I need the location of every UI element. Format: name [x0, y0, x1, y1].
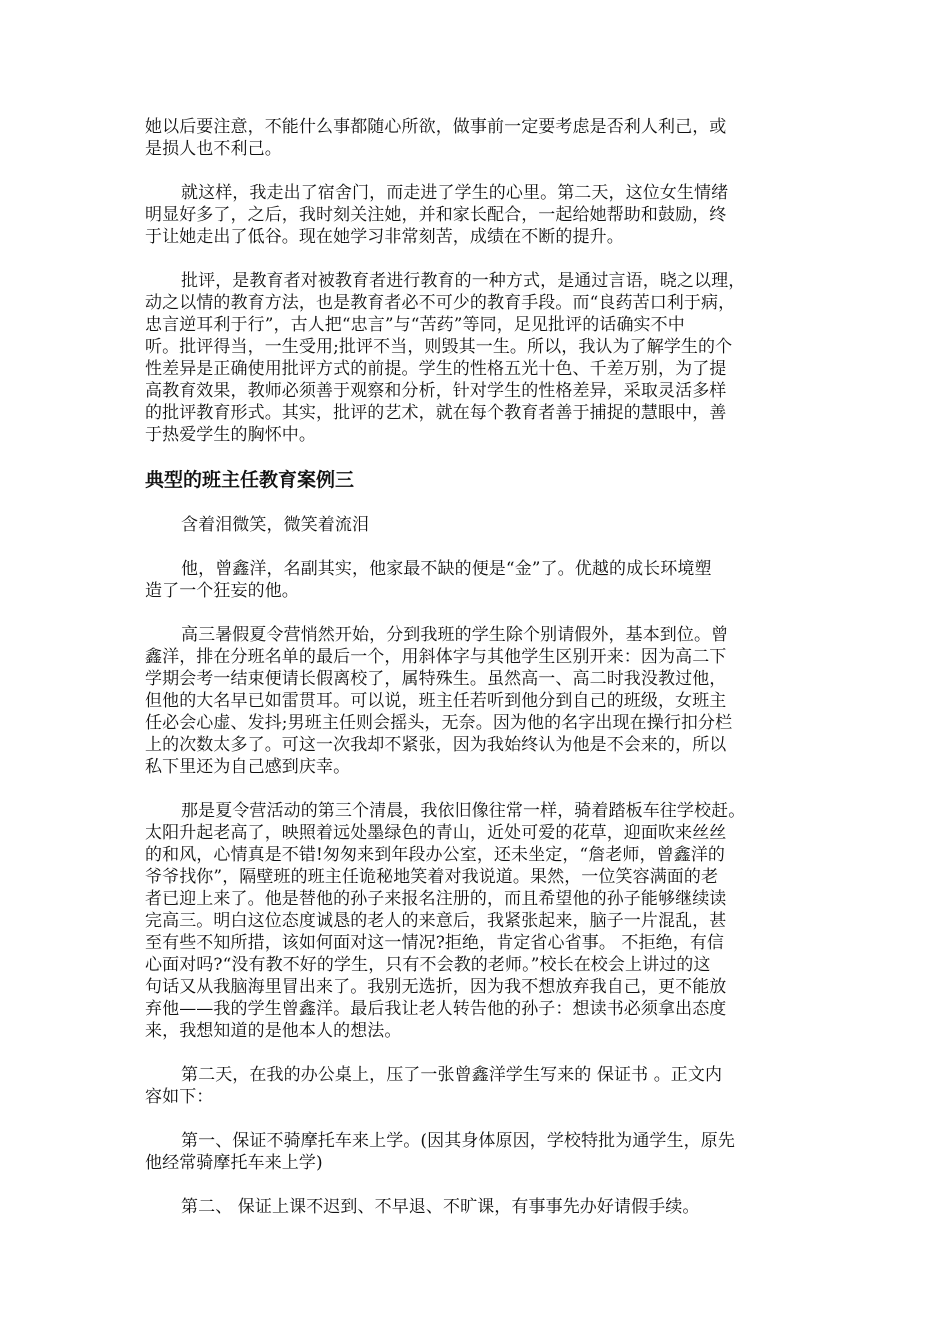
- text-line: 爷爷找你”，隔壁班的班主任诡秘地笑着对我说道。果然，一位笑容满面的老: [145, 867, 719, 887]
- text-line: 忠言逆耳利于行”，古人把“忠言”与“苦药”等同，足见批评的话确实不中: [145, 315, 685, 335]
- text-line: 含着泪微笑，微笑着流泪: [181, 515, 370, 535]
- text-line: 鑫洋，排在分班名单的最后一个，用斜体字与其他学生区别开来：因为高二下: [145, 647, 727, 667]
- text-line: 那是夏令营活动的第三个清晨，我依旧像往常一样，骑着踏板车往学校赶。: [181, 801, 746, 821]
- text-line: 句话又从我脑海里冒出来了。我别无选折，因为我不想放弃我自己，更不能放: [145, 977, 727, 997]
- text-line: 容如下：: [145, 1087, 214, 1107]
- text-line: 他，曾鑫洋，名副其实，他家最不缺的便是“金”了。优越的成长环境塑: [181, 559, 712, 579]
- text-line: 学期会考一结束便请长假离校了，属特殊生。虽然高一、高二时我没教过他，: [145, 669, 727, 689]
- text-line: 第二、 保证上课不迟到、不早退、不旷课，有事事先办好请假手续。: [181, 1197, 700, 1217]
- text-line: 第二天，在我的办公桌上，压了一张曾鑫洋学生写来的 保证书 。正文内: [181, 1065, 723, 1085]
- text-line: 他经常骑摩托车来上学): [145, 1153, 323, 1173]
- paragraph-4: [145, 514, 805, 536]
- section-heading: 典型的班主任教育案例三: [145, 469, 355, 491]
- text-line: 明显好多了，之后，我时刻关注她，并和家长配合，一起给她帮助和鼓励，终: [145, 205, 727, 225]
- text-line: 于让她走出了低谷。现在她学习非常刻苦，成绩在不断的提升。: [145, 227, 624, 247]
- paragraph-5: [145, 558, 805, 602]
- text-line: 批评，是教育者对被教育者进行教育的一种方式，是通过言语，晓之以理，: [181, 271, 746, 291]
- text-line: 者已迎上来了。他是替他的孙子来报名注册的，而且希望他的孙子能够继续读: [145, 889, 727, 909]
- paragraph-3: [145, 270, 805, 446]
- text-line: 高教育效果，教师必须善于观察和分析，针对学生的性格差异，采取灵活多样: [145, 381, 727, 401]
- text-line: 心面对吗?“没有教不好的学生，只有不会教的老师。”校长在校会上讲过的这: [145, 955, 711, 975]
- text-line: 私下里还为自己感到庆幸。: [145, 757, 351, 777]
- text-line: 完高三。明白这位态度诚恳的老人的来意后，我紧张起来，脑子一片混乱，甚: [145, 911, 727, 931]
- paragraph-9: [145, 1130, 805, 1174]
- text-line: 弃他——我的学生曾鑫洋。最后我让老人转告他的孙子：想读书必须拿出态度: [145, 999, 727, 1019]
- text-line: 任必会心虚、发抖;男班主任则会摇头，无奈。因为他的名字出现在操行扣分栏: [145, 713, 733, 733]
- paragraph-1: [145, 116, 805, 160]
- paragraph-6: [145, 624, 805, 778]
- text-line: 但他的大名早已如雷贯耳。可以说，班主任若听到他分到自己的班级，女班主: [145, 691, 727, 711]
- text-line: 的批评教育形式。其实，批评的艺术，就在每个教育者善于捕捉的慧眼中，善: [145, 403, 727, 423]
- text-line: 动之以情的教育方法，也是教育者必不可少的教育手段。而“良药苦口利于病，: [145, 293, 736, 313]
- paragraph-10: [145, 1196, 805, 1218]
- text-line: 造了一个狂妄的他。: [145, 581, 299, 601]
- text-line: 于热爱学生的胸怀中。: [145, 425, 316, 445]
- text-line: 性差异是正确使用批评方式的前提。学生的性格五光十色、千差万别，为了提: [145, 359, 727, 379]
- paragraph-8: [145, 1064, 805, 1108]
- text-line: 高三暑假夏令营悄然开始，分到我班的学生除个别请假外，基本到位。曾: [181, 625, 729, 645]
- text-line: 至有些不知所措，该如何面对这一情况?拒绝，肯定省心省事。 不拒绝，有信: [145, 933, 725, 953]
- text-line: 是损人也不利己。: [145, 139, 282, 159]
- text-line: 她以后要注意，不能什么事都随心所欲，做事前一定要考虑是否利人利己，或: [145, 117, 727, 137]
- text-line: 上的次数太多了。可这一次我却不紧张，因为我始终认为他是不会来的，所以: [145, 735, 727, 755]
- text-line: 第一、保证不骑摩托车来上学。(因其身体原因，学校特批为通学生，原先: [181, 1131, 735, 1151]
- text-line: 来，我想知道的是他本人的想法。: [145, 1021, 402, 1041]
- text-line: 太阳升起老高了，映照着远处墨绿色的青山，近处可爱的花草，迎面吹来丝丝: [145, 823, 727, 843]
- text-line: 的和风，心情真是不错!匆匆来到年段办公室，还未坐定，“詹老师，曾鑫洋的: [145, 845, 726, 865]
- paragraph-2: [145, 182, 805, 248]
- text-line: 就这样，我走出了宿舍门，而走进了学生的心里。第二天，这位女生情绪: [181, 183, 729, 203]
- paragraph-7: [145, 800, 805, 1042]
- text-line: 听。批评得当，一生受用;批评不当，则毁其一生。所以，我认为了解学生的个: [145, 337, 733, 357]
